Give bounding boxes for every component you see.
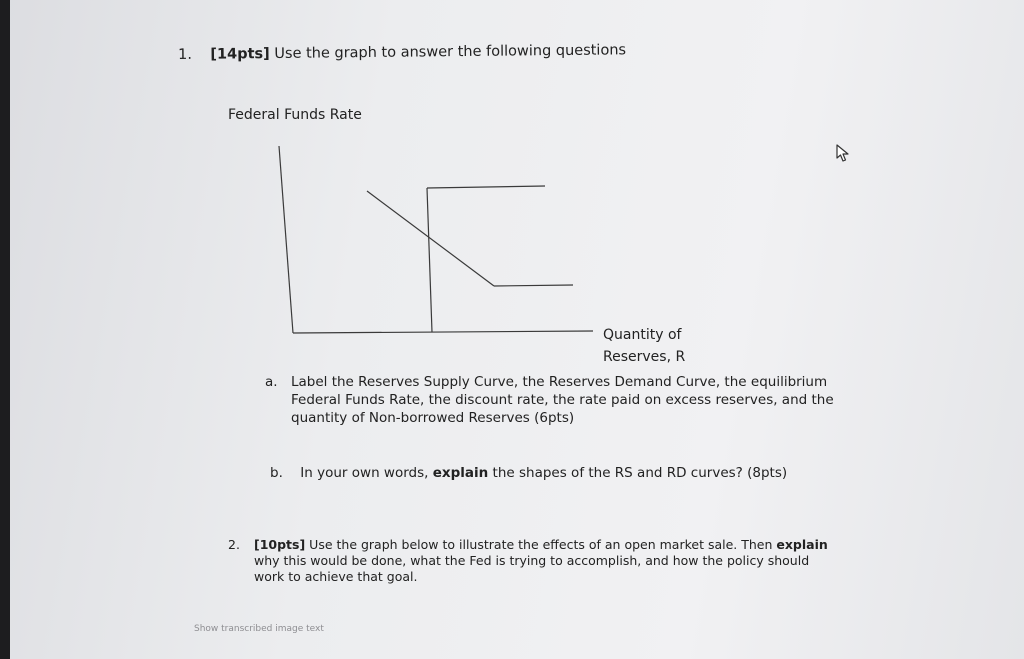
part-b-text-before: In your own words, (300, 465, 429, 481)
part-b-bold: explain (432, 465, 489, 481)
show-transcribed-link[interactable]: Show transcribed image text (194, 624, 324, 634)
supply-curve-vertical (427, 188, 432, 332)
x-axis-label-line2: Reserves, R (603, 349, 686, 365)
x-axis (293, 331, 593, 333)
demand-curve-horizontal (494, 285, 573, 286)
question-1-prompt: Use the graph to answer the following questions (274, 42, 627, 62)
part-b-text-after: the shapes of the RS and RD curves? (8pts) (492, 465, 788, 481)
part-a-line3: quantity of Non-borrowed Reserves (6pts) (291, 410, 575, 426)
part-a-letter: a. (265, 374, 278, 390)
question-2-points: [10pts] (254, 537, 306, 552)
question-2-line1-bold: explain (776, 537, 828, 552)
mouse-pointer-icon (835, 143, 853, 163)
part-a (265, 373, 834, 427)
question-2-line1: Use the graph below to illustrate the effects of an open market sale. Then (309, 537, 773, 552)
question-2-line2: why this would be done, what the Fed is trying to accomplish, and how the policy should (254, 553, 810, 568)
part-b-letter: b. (270, 465, 283, 481)
supply-curve-horizontal (427, 186, 545, 188)
y-axis-label: Federal Funds Rate (228, 107, 362, 123)
part-a-line1: Label the Reserves Supply Curve, the Reserves Demand Curve, the equilibrium (291, 374, 828, 390)
y-axis (279, 146, 293, 333)
question-1-points: [14pts] (210, 46, 270, 63)
part-a-line2: Federal Funds Rate, the discount rate, the rate paid on excess reserves, and the (291, 392, 834, 408)
question-2-line3: work to achieve that goal. (254, 569, 418, 584)
part-b (270, 464, 787, 482)
x-axis-label (603, 324, 685, 368)
x-axis-label-line1: Quantity of (603, 327, 682, 343)
question-1-number: 1. (178, 46, 193, 63)
question-2 (228, 537, 828, 585)
question-2-number: 2. (228, 537, 240, 552)
